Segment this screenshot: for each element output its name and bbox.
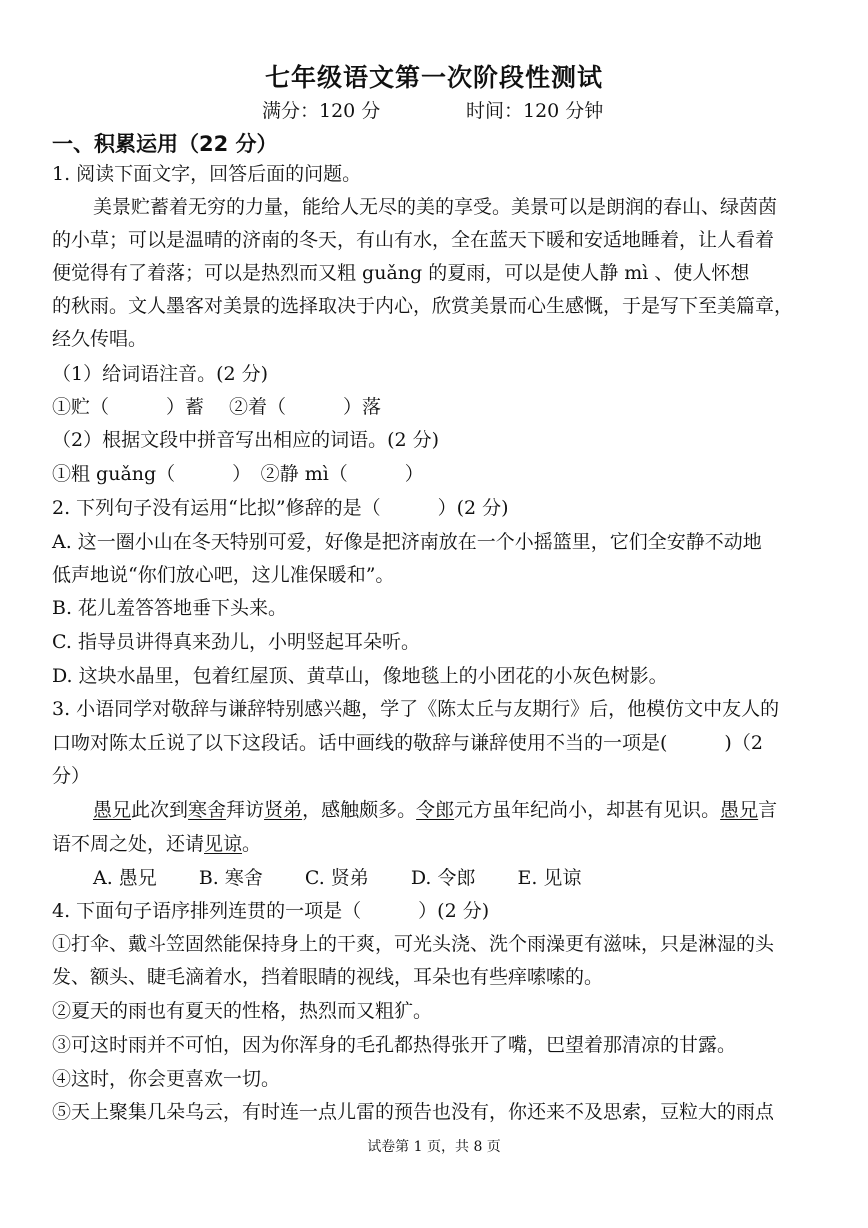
q4-stem: 4. 下面句子语序排列连贯的一项是（ ）(2 分) <box>52 900 490 922</box>
q1-passage-line: 经久传唱。 <box>52 328 148 350</box>
q3-option: C. 贤弟 <box>304 867 369 889</box>
q2-option-b: B. 花儿羞答答地垂下头来。 <box>52 597 288 619</box>
page-footer: 试卷第 1 页，共 8 页 <box>367 1139 501 1155</box>
exam-time: 时间：120 分钟 <box>466 100 604 122</box>
underlined-term: 寒舍 <box>188 799 227 821</box>
q3-stem: 3. 小语同学对敬辞与谦辞特别感兴趣，学了《陈太丘与友期行》后，他模仿文中友人的 <box>52 698 780 720</box>
exam-title: 七年级语文第一次阶段性测试 <box>264 63 603 92</box>
q4-sentence-1-cont: 发、额头、睫毛滴着水，挡着眼睛的视线，耳朵也有些痒嗦嗦的。 <box>52 966 604 988</box>
q4-sentence-5: ⑤天上聚集几朵乌云，有时连一点儿雷的预告也没有，你还来不及思索，豆粒大的雨点 <box>52 1101 775 1123</box>
underlined-term: 愚兄 <box>93 799 132 821</box>
q3-option: D. 令郎 <box>410 867 476 889</box>
q2-option-d: D. 这块水晶里，包着红屋顶、黄草山，像地毯上的小团花的小灰色树影。 <box>52 665 668 687</box>
q4-sentence-4: ④这时，你会更喜欢一切。 <box>52 1068 281 1090</box>
underlined-term: 令郎 <box>416 799 455 821</box>
q3-passage-line: 语不周之处，还请见谅。 <box>52 833 262 855</box>
q2-option-c: C. 指导员讲得真来劲儿，小明竖起耳朵听。 <box>52 631 420 653</box>
q1-passage-line: 美景贮蓄着无穷的力量，能给人无尽的美的享受。美景可以是朗润的春山、绿茵茵 <box>93 196 778 218</box>
q1-sub1-items: ①贮（ ）蓄 ②着（ ）落 <box>52 396 382 418</box>
q1-passage-line: 便觉得有了着落；可以是热烈而又粗 guǎng 的夏雨，可以是使人静 mì 、使人怀想 <box>52 262 750 284</box>
underlined-term: 贤弟 <box>264 799 303 821</box>
q4-sentence-3: ③可这时雨并不可怕，因为你浑身的毛孔都热得张开了嘴，巴望着那清凉的甘露。 <box>52 1034 737 1056</box>
q2-option-a-cont: 低声地说“你们放心吧，这儿准保暖和”。 <box>52 564 395 586</box>
q3-option: E. 见谅 <box>517 867 582 889</box>
underlined-term: 愚兄 <box>720 799 759 821</box>
q3-stem: 口吻对陈太丘说了以下这段话。话中画线的敬辞与谦辞使用不当的一项是( )（2 <box>52 732 763 754</box>
q4-sentence-2: ②夏天的雨也有夏天的性格，热烈而又粗犷。 <box>52 1000 433 1022</box>
q1-stem: 1. 阅读下面文字，回答后面的问题。 <box>52 163 362 185</box>
q3-stem: 分） <box>52 765 91 787</box>
q3-options <box>93 867 863 889</box>
q3-option: A. 愚兄 <box>93 867 157 889</box>
q2-option-a: A. 这一圈小山在冬天特别可爱，好像是把济南放在一个小摇篮里，它们全安静不动地 <box>52 531 762 553</box>
full-score: 满分：120 分 <box>262 100 381 122</box>
q3-passage-line: 愚兄此次到寒舍拜访贤弟，感触颇多。令郎元方虽年纪尚小，却甚有见识。愚兄言 <box>93 799 778 821</box>
q1-sub1: （1）给词语注音。(2 分) <box>52 363 269 385</box>
section-title: 一、积累运用（22 分） <box>52 132 278 156</box>
q4-sentence-1: ①打伞、戴斗笠固然能保持身上的干爽，可光头浇、洗个雨澡更有滋味，只是淋湿的头 <box>52 933 775 955</box>
q2-stem: 2. 下列句子没有运用“比拟”修辞的是（ ）(2 分) <box>52 497 509 519</box>
q3-option: B. 寒舍 <box>198 867 263 889</box>
q1-passage-line: 的秋雨。文人墨客对美景的选择取决于内心，欣赏美景而心生感慨，于是写下至美篇章， <box>52 295 794 317</box>
q1-passage-line: 的小草；可以是温晴的济南的冬天，有山有水，全在蓝天下暖和安适地睡着，让人看着 <box>52 229 775 251</box>
q1-sub2: （2）根据文段中拼音写出相应的词语。(2 分) <box>52 429 440 451</box>
q1-sub2-items: ①粗 guǎng（ ） ②静 mì（ ） <box>52 463 424 485</box>
underlined-term: 见谅 <box>204 833 243 855</box>
